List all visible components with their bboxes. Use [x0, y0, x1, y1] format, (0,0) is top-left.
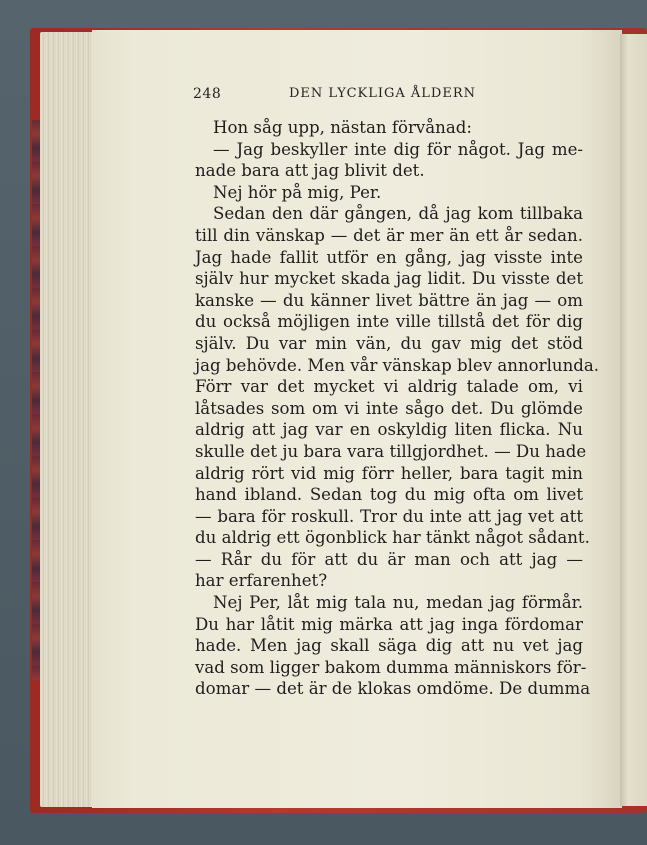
- text-line: vad som ligger bakom dumma människors för-: [195, 657, 587, 677]
- text-line: aldrig rört vid mig förr heller, bara tagit min: [195, 463, 583, 483]
- text-line: har erfarenhet?: [195, 571, 328, 591]
- text-line: hand ibland. Sedan tog du mig ofta om livet: [195, 485, 583, 505]
- text-line: aldrig att jag var en oskyldig liten flicka. Nu: [195, 420, 583, 440]
- text-line: Nej Per, låt mig tala nu, medan jag förmår.: [213, 593, 583, 613]
- text-line: Nej hör på mig, Per.: [213, 182, 382, 202]
- page-number: 248: [193, 86, 222, 102]
- text-line: till din vänskap — det är mer än ett år sedan.: [195, 225, 583, 245]
- text-line: domar — det är de klokas omdöme. De dumma: [195, 679, 591, 699]
- text-line: Förr var det mycket vi aldrig talade om, vi: [195, 377, 583, 397]
- text-line: — bara för roskull. Tror du inte att jag vet att: [195, 506, 583, 526]
- text-line: skulle det ju bara vara tillgjordhet. — Du hade: [195, 441, 587, 461]
- text-line: du också möjligen inte ville tillstå det för dig: [195, 312, 583, 332]
- text-line: kanske — du känner livet bättre än jag — om: [195, 290, 583, 310]
- text-line: — Rår du för att du är man och att jag —: [195, 549, 583, 569]
- text-line: Hon såg upp, nästan förvånad:: [213, 118, 472, 137]
- page-header: [193, 86, 593, 108]
- right-page-stack: [620, 34, 647, 806]
- text-line: själv hur mycket skada jag lidit. Du visste det: [195, 269, 583, 289]
- text-line: Jag hade fallit utför en gång, jag visste inte: [195, 247, 583, 267]
- text-line: du aldrig ett ögonblick har tänkt något sådant.: [195, 528, 590, 548]
- text-line: Du har låtit mig märka att jag inga fördomar: [195, 614, 583, 634]
- text-line: hade. Men jag skall säga dig att nu vet jag: [195, 636, 583, 656]
- body-text: [195, 117, 600, 700]
- running-title: DEN LYCKLIGA ÅLDERN: [289, 86, 477, 101]
- text-line: själv. Du var min vän, du gav mig det stöd: [195, 333, 583, 353]
- text-line: jag behövde. Men vår vänskap blev annorlunda.: [195, 355, 600, 375]
- text-line: låtsades som om vi inte sågo det. Du glömde: [195, 398, 583, 418]
- text-line: nade bara att jag blivit det.: [195, 161, 425, 181]
- text-line: — Jag beskyller inte dig för något. Jag me-: [213, 139, 583, 159]
- text-line: Sedan den där gången, då jag kom tillbaka: [213, 204, 583, 224]
